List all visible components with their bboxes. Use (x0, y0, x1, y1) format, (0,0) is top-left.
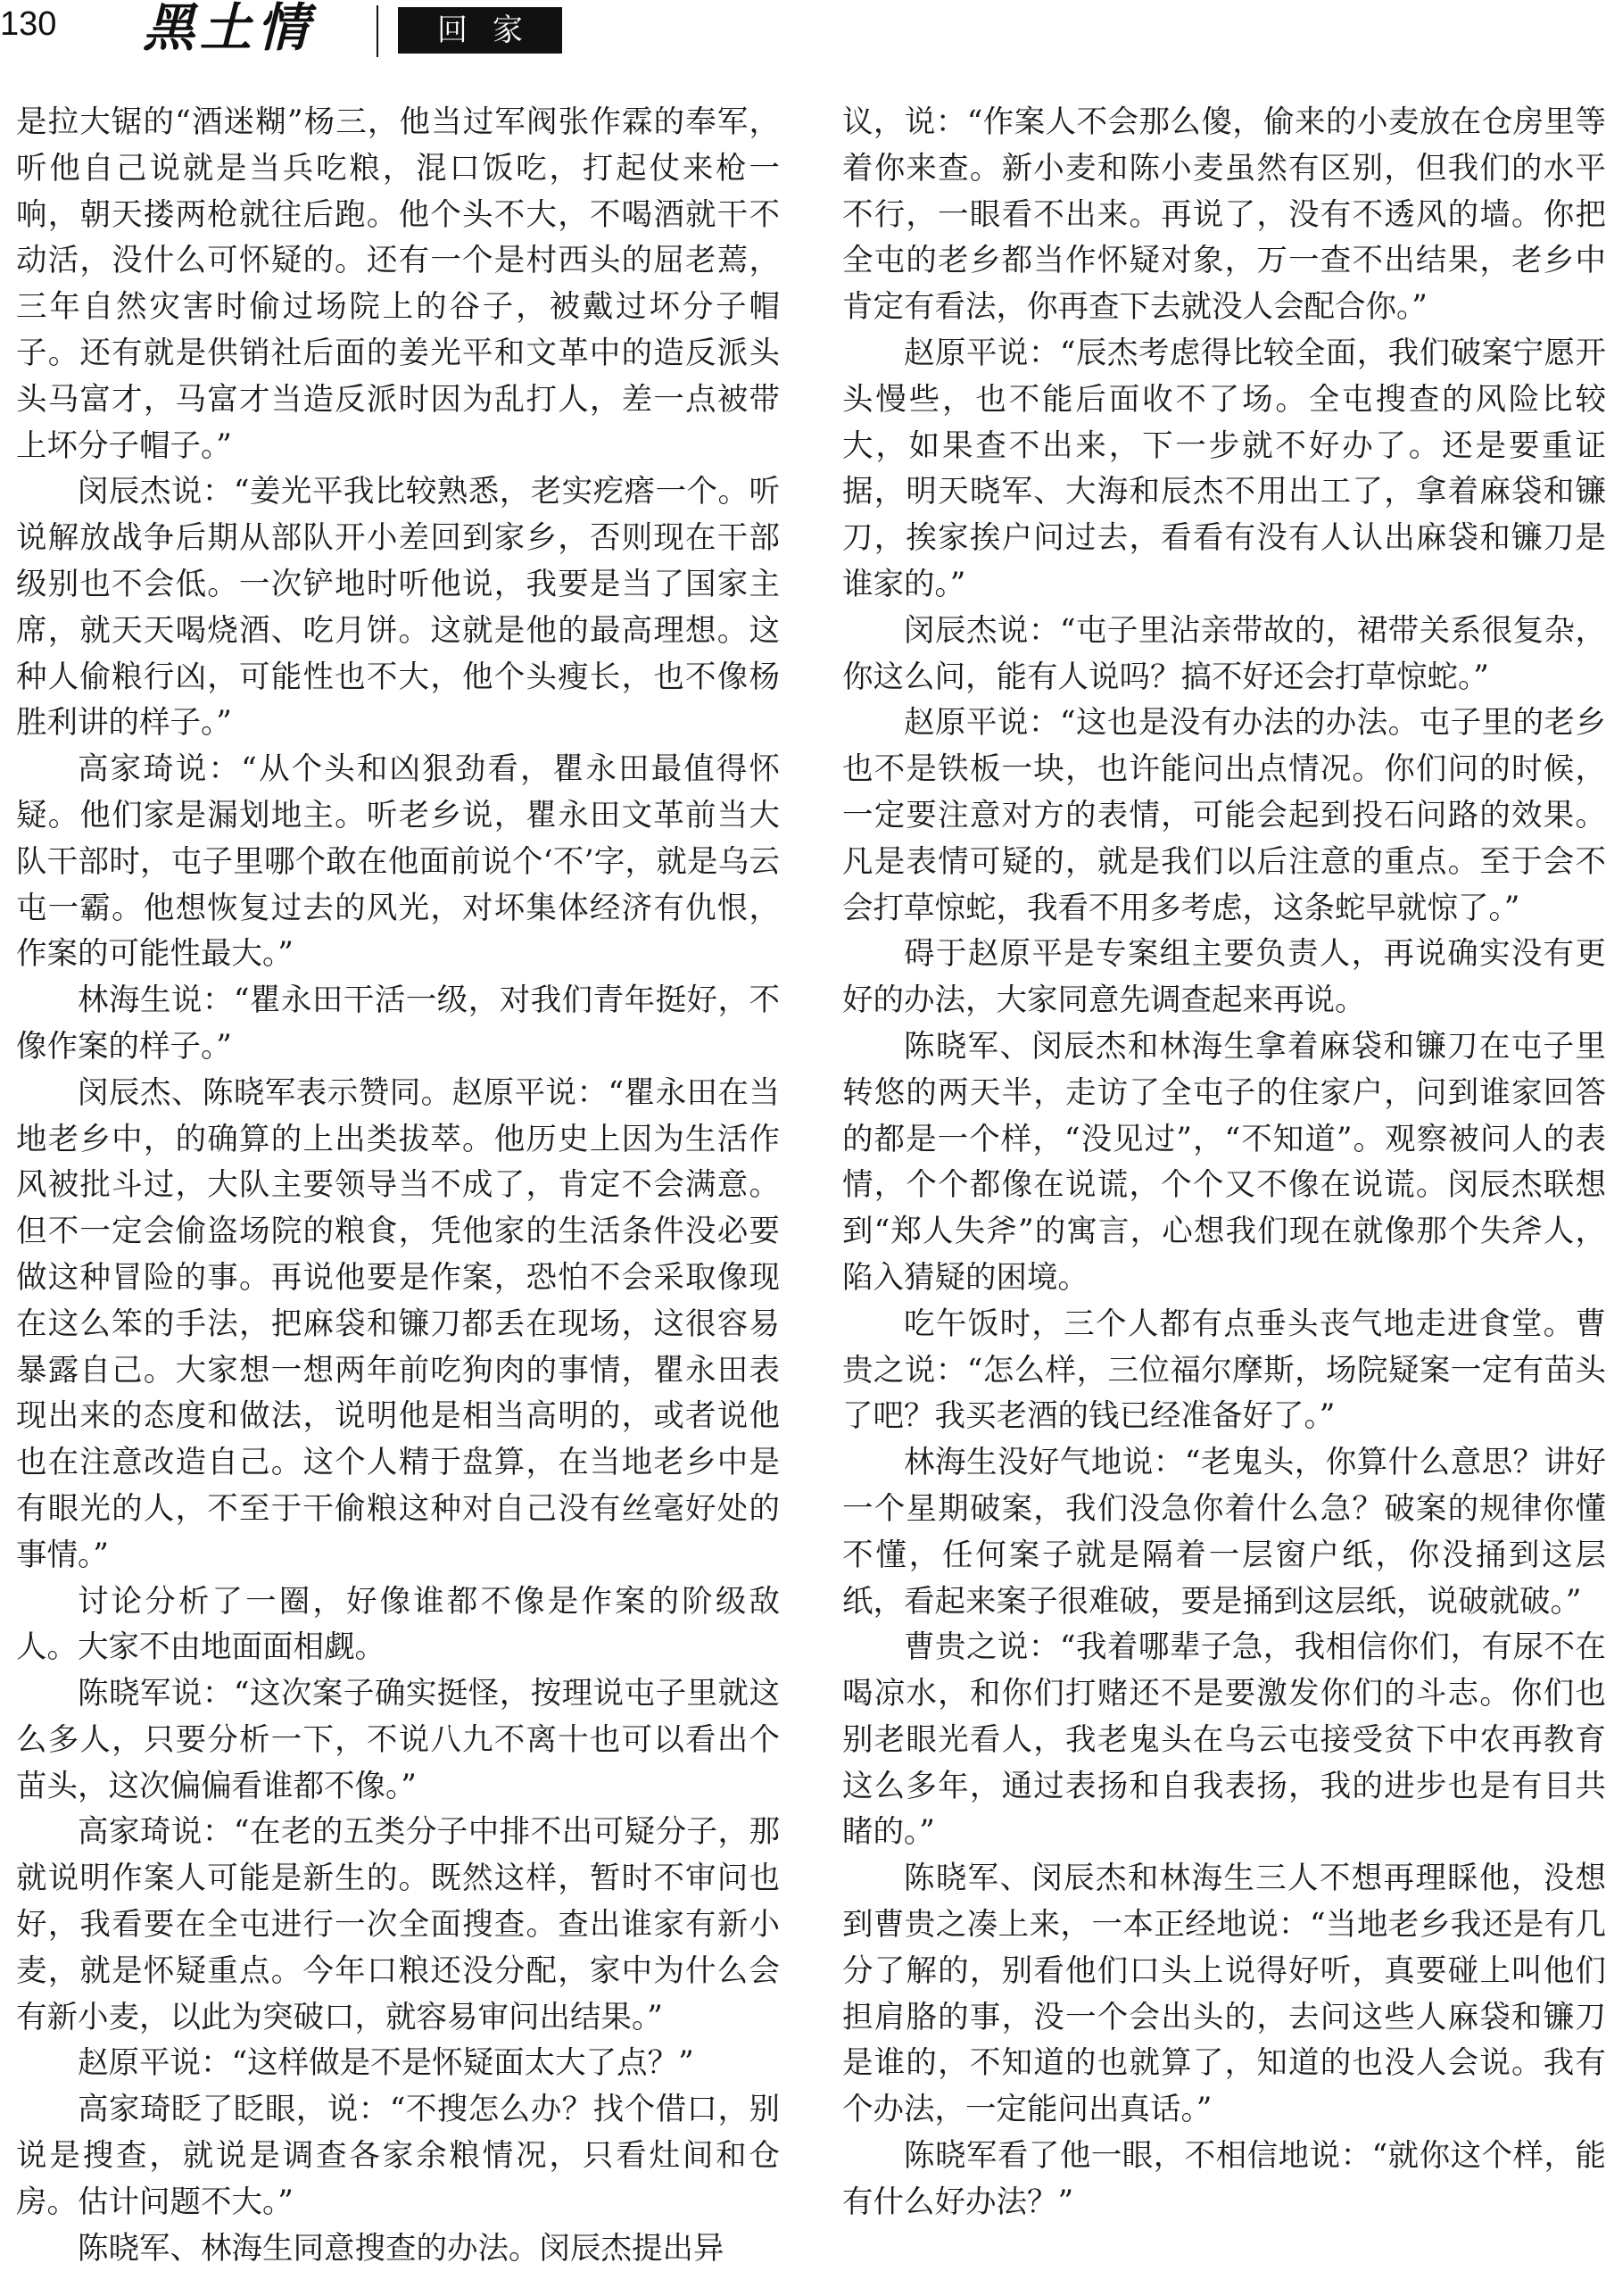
paragraph: 赵原平说：“辰杰考虑得比较全面，我们破案宁愿开头慢些，也不能后面收不了场。全屯搜查的风险比较大，如果查不出来，下一步就不好办了。还是要重证据，明天晓军、大海和辰杰不用出工了，拿着麻袋和镰刀，挨家挨户问过去，看看有没有人认出麻袋和镰刀是谁家的。” (842, 335, 1606, 602)
paragraph: 林海生说：“瞿永田干活一级，对我们青年挺好，不像作案的样子。” (16, 982, 780, 1065)
paragraph: 林海生没好气地说：“老鬼头，你算什么意思？讲好一个星期破案，我们没急你着什么急？破案的规律你懂不懂，任何案子就是隔着一层窗户纸，你没捅到这层纸，看起来案子很难破，要是捅到这层纸，说破就破。” (842, 1445, 1606, 1620)
paragraph: 陈晓军、闵辰杰和林海生三人不想再理睬他，没想到曹贵之凑上来，一本正经地说：“当地老乡我还是有几分了解的，别看他们口头上说得好听，真要碰上叫他们担肩胳的事，没一个会出头的，去问这些人麻袋和镰刀是谁的，不知道的也就算了，知道的也没人会说。我有个办法，一定能问出真话。” (842, 1861, 1606, 2128)
paragraph: 闵辰杰说：“屯子里沾亲带故的，裙带关系很复杂，你这么问，能有人说吗？搞不好还会打草惊蛇。” (842, 612, 1606, 695)
paragraph: 闵辰杰、陈晓军表示赞同。赵原平说：“瞿永田在当地老乡中，的确算的上出类拔萃。他历史上因为生活作风被批斗过，大队主要领导当不成了，肯定不会满意。但不一定会偷盗场院的粮食，凭他家的生活条件没必要做这种冒险的事。再说他要是作案，恐怕不会采取像现在这么笨的手法，把麻袋和镰刀都丢在现场，这很容易暴露自己。大家想一想两年前吃狗肉的事情，瞿永田表现出来的态度和做法，说明他是相当高明的，或者说他也在注意改造自己。这个人精于盘算，在当地老乡中是有眼光的人，不至于干偷粮这种对自己没有丝毫好处的事情。” (16, 1074, 780, 1573)
paragraph: 高家琦眨了眨眼，说：“不搜怎么办？找个借口，别说是搜查，就说是调查各家余粮情况，只看灶间和仓房。估计问题不大。” (16, 2092, 780, 2220)
paragraph: 碍于赵原平是专案组主要负责人，再说确实没有更好的办法，大家同意先调查起来再说。 (842, 936, 1606, 1019)
paragraph: 吃午饭时，三个人都有点垂头丧气地走进食堂。曹贵之说：“怎么样，三位福尔摩斯，场院疑案一定有苗头了吧？我买老酒的钱已经准备好了。” (842, 1305, 1606, 1435)
page-header (0, 0, 1606, 71)
article-body (16, 100, 1606, 2296)
paragraph: 高家琦说：“在老的五类分子中排不出可疑分子，那就说明作案人可能是新生的。既然这样，暂时不审问也好，我看要在全屯进行一次全面搜查。查出谁家有新小麦，就是怀疑重点。今年口粮还没分配，家中为什么会有新小麦，以此为突破口，就容易审问出结果。” (16, 1814, 780, 2035)
magazine-logo: 黑土情 (143, 0, 315, 58)
paragraph: 陈晓军、闵辰杰和林海生拿着麻袋和镰刀在屯子里转悠的两天半，走访了全屯子的住家户，问到谁家回答的都是一个样，“没见过”，“不知道”。观察被问人的表情，个个都像在说谎，个个又不像在说谎。闵辰杰联想到“郑人失斧”的寓言，心想我们现在就像那个失斧人，陷入猜疑的困境。 (842, 1028, 1606, 1296)
paragraph: 是拉大锯的“酒迷糊”杨三，他当过军阀张作霖的奉军，听他自己说就是当兵吃粮，混口饭吃，打起仗来枪一响，朝天搂两枪就往后跑。他个头不大，不喝酒就干不动活，没什么可怀疑的。还有一个是村西头的屈老蔫，三年自然灾害时偷过场院上的谷子，被戴过坏分子帽子。还有就是供销社后面的姜光平和文革中的造反派头头马富才，马富才当造反派时因为乱打人，差一点被带上坏分子帽子。” (16, 104, 780, 464)
left-column (16, 100, 780, 2296)
paragraph: 赵原平说：“这也是没有办法的办法。屯子里的老乡也不是铁板一块，也许能问出点情况。你们问的时候，一定要注意对方的表情，可能会起到投石问路的效果。凡是表情可疑的，就是我们以后注意的重点。至于会不会打草惊蛇，我看不用多考虑，这条蛇早就惊了。” (842, 705, 1606, 926)
paragraph: 陈晓军、林海生同意搜查的办法。闵辰杰提出异 (78, 2230, 724, 2267)
header-divider (377, 5, 378, 57)
paragraph: 赵原平说：“这样做是不是怀疑面太大了点？” (78, 2045, 694, 2082)
section-badge: 回家 (398, 7, 562, 54)
paragraph: 闵辰杰说：“姜光平我比较熟悉，老实疙瘩一个。听说解放战争后期从部队开小差回到家乡，否则现在干部级别也不会低。一次铲地时听他说，我要是当了国家主席，就天天喝烧酒、吃月饼。这就是他的最高理想。这种人偷粮行凶，可能性也不大，他个头瘦长，也不像杨胜利讲的样子。” (16, 474, 780, 742)
paragraph: 陈晓军说：“这次案子确实挺怪，按理说屯子里就这么多人，只要分析一下，不说八九不离十也可以看出个苗头，这次偏偏看谁都不像。” (16, 1676, 780, 1804)
paragraph: 陈晓军看了他一眼，不相信地说：“就你这个样，能有什么好办法？” (842, 2138, 1606, 2220)
paragraph: 曹贵之说：“我着哪辈子急，我相信你们，有尿不在喝凉水，和你们打赌还不是要激发你们的斗志。你们也别老眼光看人，我老鬼头在乌云屯接受贫下中农再教育这么多年，通过表扬和自我表扬，我的进步也是有目共睹的。” (842, 1629, 1606, 1851)
page-number: 130 (0, 5, 57, 43)
right-column (842, 100, 1606, 2296)
paragraph: 讨论分析了一圈，好像谁都不像是作案的阶级敌人。大家不由地面面相觑。 (16, 1583, 780, 1666)
paragraph: 高家琦说：“从个头和凶狠劲看，瞿永田最值得怀疑。他们家是漏划地主。听老乡说，瞿永田文革前当大队干部时，屯子里哪个敢在他面前说个‘不’字，就是乌云屯一霸。他想恢复过去的风光，对坏集体经济有仇恨，作案的可能性最大。” (16, 751, 780, 973)
paragraph: 议，说：“作案人不会那么傻，偷来的小麦放在仓房里等着你来查。新小麦和陈小麦虽然有区别，但我们的水平不行，一眼看不出来。再说了，没有不透风的墙。你把全屯的老乡都当作怀疑对象，万一查不出结果，老乡中肯定有看法，你再查下去就没人会配合你。” (842, 104, 1606, 326)
